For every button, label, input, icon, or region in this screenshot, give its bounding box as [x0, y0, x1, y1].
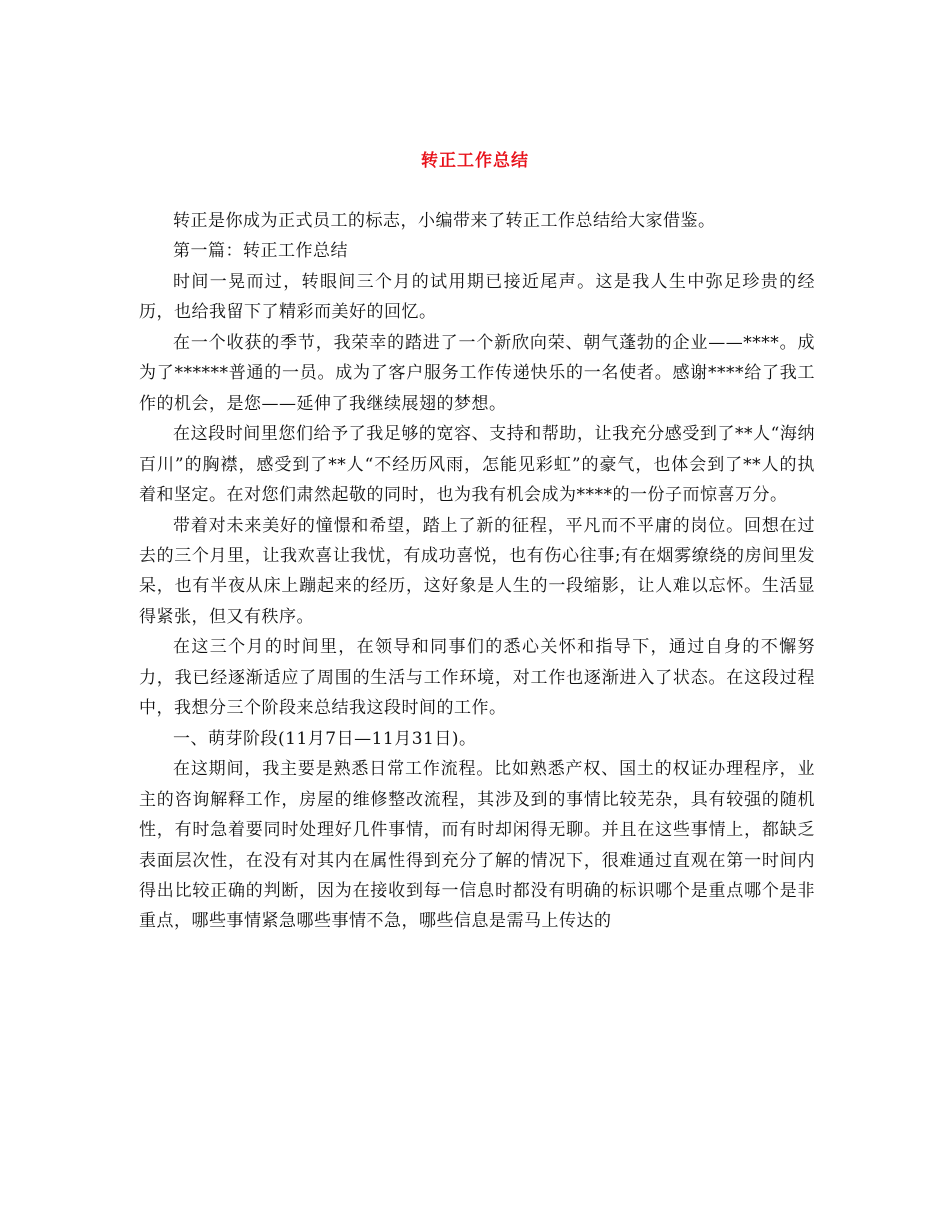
- section-heading: 一、萌芽阶段(11月7日—11月31日)。: [173, 728, 477, 749]
- paragraph: 时间一晃而过，转眼间三个月的试用期已接近尾声。这是我人生中弥足珍贵的经历，也给我留下了精彩而美好的回忆。: [139, 271, 815, 323]
- paragraph: 在这期间，我主要是熟悉日常工作流程。比如熟悉产权、国土的权证办理程序，业主的咨询解释工作，房屋的维修整改流程，其涉及到的事情比较芜杂，具有较强的随机性，有时急着要同时处理好几件事情，而有时却闲得无聊。并且在这些事情上，都缺乏表面层次性，在没有对其内在属性得到充分了解的情况下，很难通过直观在第一时间内得出比较正确的判断，因为在接收到每一信息时都没有明确的标识哪个是重点哪个是非重点，哪些事情紧急哪些事情不急，哪些信息是需马上传达的: [139, 759, 815, 932]
- paragraph: 在这段时间里您们给予了我足够的宽容、支持和帮助，让我充分感受到了**人“海纳百川”的胸襟，感受到了**人“不经历风雨，怎能见彩虹”的豪气，也体会到了**人的执着和坚定。在对您们肃然起敬的同时，也为我有机会成为****的一份子而惊喜万分。: [139, 424, 815, 506]
- paragraph: 在一个收获的季节，我荣幸的踏进了一个新欣向荣、朝气蓬勃的企业——****。成为了******普通的一员。成为了客户服务工作传递快乐的一名使者。感谢****给了我工作的机会，是您——延伸了我继续展翅的梦想。: [139, 332, 815, 414]
- paragraph: 带着对未来美好的憧憬和希望，踏上了新的征程，平凡而不平庸的岗位。回想在过去的三个月里，让我欢喜让我忧，有成功喜悦，也有伤心往事;有在烟雾缭绕的房间里发呆，也有半夜从床上蹦起来的经历，这好象是人生的一段缩影，让人难以忘怀。生活显得紧张，但又有秩序。: [139, 515, 815, 627]
- document-body: [139, 206, 815, 937]
- paragraph-intro: 转正是你成为正式员工的标志，小编带来了转正工作总结给大家借鉴。: [173, 211, 716, 231]
- paragraph-chapter-heading: 第一篇：转正工作总结: [173, 241, 348, 262]
- document-title: 转正工作总结: [421, 151, 529, 172]
- paragraph: 在这三个月的时间里，在领导和同事们的悉心关怀和指导下，通过自身的不懈努力，我已经逐渐适应了周围的生活与工作环境，对工作也逐渐进入了状态。在这段过程中，我想分三个阶段来总结我这段时间的工作。: [139, 637, 815, 719]
